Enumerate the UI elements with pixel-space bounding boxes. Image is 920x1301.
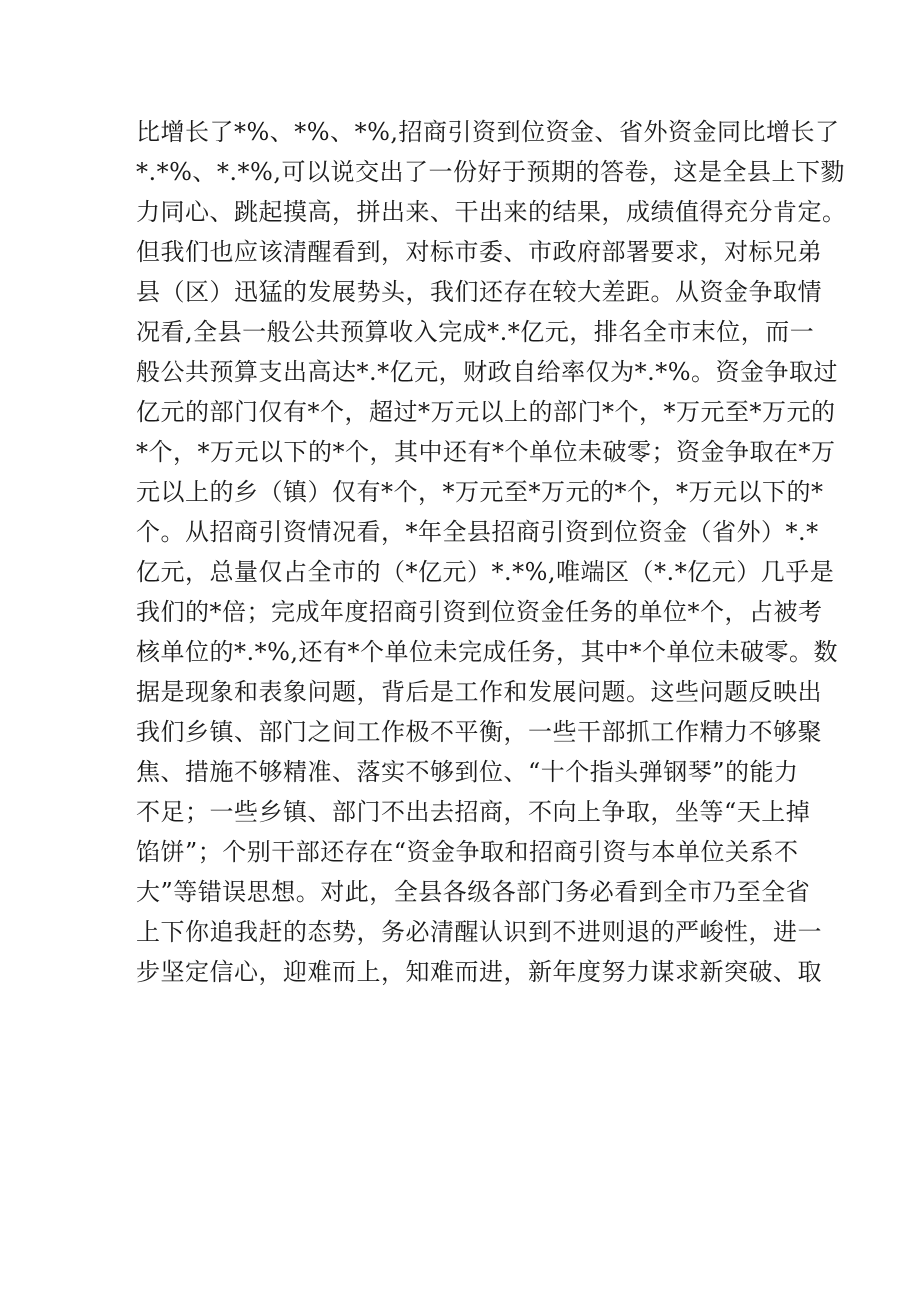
text-line: 比增长了*%、*%、*%,招商引资到位资金、省外资金同比增长了: [136, 118, 840, 146]
text-line: 我们的*倍；完成年度招商引资到位资金任务的单位*个，占被考: [136, 598, 823, 626]
text-line: 馅饼”；个别干部还存在“资金争取和招商引资与本单位关系不: [136, 838, 799, 866]
text-line: 况看,全县一般公共预算收入完成*.*亿元，排名全市末位，而一: [136, 318, 815, 346]
text-line: 县（区）迅猛的发展势头，我们还存在较大差距。从资金争取情: [136, 278, 822, 306]
text-line: 个。从招商引资情况看，*年全县招商引资到位资金（省外）*.*: [136, 518, 819, 546]
text-line: 亿元的部门仅有*个，超过*万元以上的部门*个，*万元至*万元的: [136, 398, 836, 426]
text-line: 步坚定信心，迎难而上，知难而进，新年度努力谋求新突破、取: [136, 958, 822, 986]
text-line: 但我们也应该清醒看到，对标市委、市政府部署要求，对标兄弟: [136, 238, 822, 266]
text-line: 核单位的*.*%,还有*个单位未完成任务，其中*个单位未破零。数: [136, 638, 839, 666]
text-line: 大”等错误思想。对此，全县各级各部门务必看到全市乃至全省: [136, 878, 811, 906]
text-line: 亿元，总量仅占全市的（*亿元）*.*%,唯端区（*.*亿元）几乎是: [136, 558, 835, 586]
text-line: 我们乡镇、部门之间工作极不平衡，一些干部抓工作精力不够聚: [136, 718, 822, 746]
body-paragraph: [136, 112, 847, 992]
text-line: 不足；一些乡镇、部门不出去招商，不向上争取，坐等“天上掉: [136, 798, 811, 826]
text-line: 元以上的乡（镇）仅有*个，*万元至*万元的*个，*万元以下的*: [136, 478, 824, 506]
text-line: 力同心、跳起摸高，拼出来、干出来的结果，成绩值得充分肯定。: [136, 198, 847, 226]
text-line: *个，*万元以下的*个，其中还有*个单位未破零；资金争取在*万: [136, 438, 836, 466]
text-line: *.*%、*.*%,可以说交出了一份好于预期的答卷，这是全县上下勠: [136, 158, 845, 186]
text-line: 般公共预算支出高达*.*亿元，财政自给率仅为*.*%。资金争取过: [136, 358, 839, 386]
text-line: 据是现象和表象问题，背后是工作和发展问题。这些问题反映出: [136, 678, 822, 706]
text-line: 上下你追我赶的态势，务必清醒认识到不进则退的严峻性，进一: [136, 918, 822, 946]
text-line: 焦、措施不够精准、落实不够到位、“十个指头弹钢琴”的能力: [136, 758, 799, 786]
